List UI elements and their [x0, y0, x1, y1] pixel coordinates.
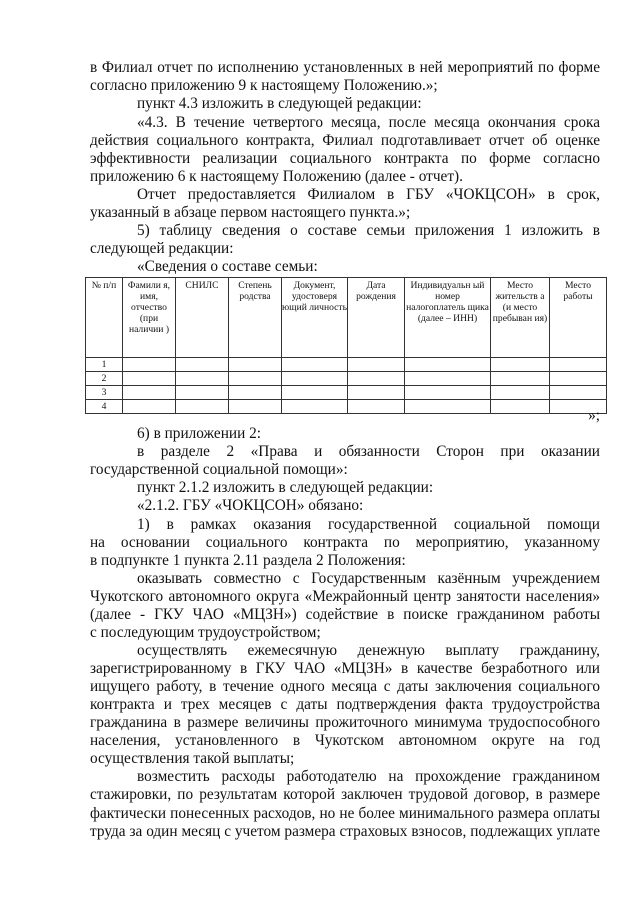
text-line: «2.1.2. ГБУ «ЧОКЦСОН» обязано:: [137, 497, 364, 514]
header-cell-full-name: Фамили я, имя, отчество (при наличии ): [123, 278, 176, 358]
text-line: населения, установленного в Чукотском автономном округе на год: [90, 732, 600, 749]
table-header-row: [86, 278, 607, 358]
text-line: труда за один месяц с учетом размера страховых взносов, подлежащих уплате: [90, 823, 600, 840]
text-line: указанный в абзаце первом настоящего пункта.»;: [90, 204, 411, 221]
text-line: ищущего работу, в течение одного месяца с даты заключения социального: [90, 678, 600, 695]
header-cell-inn: Индивидуальн ый номер налогоплатель щика (далее – ИНН): [405, 278, 491, 358]
text-line: эффективности реализации социального контракта по форме согласно: [90, 150, 600, 167]
text-line: в разделе 2 «Права и обязанности Сторон при оказании: [137, 443, 600, 460]
header-cell-workplace: Место работы: [550, 278, 607, 358]
row-number: 1: [86, 358, 123, 372]
header-cell-number: № п/п: [86, 278, 123, 358]
text-line: оказывать совместно с Государственным казённым учреждением: [137, 570, 600, 587]
text-line: стажировки, по результатам которой заключен трудовой договор, в размере: [90, 786, 600, 803]
text-line: пункт 2.1.2 изложить в следующей редакции:: [137, 479, 434, 496]
header-cell-identity-document: Документ, удостоверя ющий личность: [282, 278, 348, 358]
text-line: с последующим трудоустройством;: [90, 624, 321, 641]
text-line: «4.3. В течение четвертого месяца, после месяца окончания срока: [137, 114, 600, 131]
table-row: [86, 372, 607, 386]
text-line: на основании социального контракта по мероприятию, указанному: [90, 534, 600, 551]
text-line: государственной социальной помощи»:: [90, 461, 348, 478]
text-line: гражданина в размере величины прожиточного минимума трудоспособного: [90, 714, 600, 731]
text-line: осуществления такой выплаты;: [90, 750, 295, 767]
row-number: 3: [86, 386, 123, 400]
text-line: 5) таблицу сведения о составе семьи приложения 1 изложить в: [137, 222, 600, 239]
text-line: зарегистрированному в ГКУ ЧАО «МЦЗН» в качестве безработного или: [90, 660, 600, 677]
row-number: 2: [86, 372, 123, 386]
text-line: Чукотского автономного округа «Межрайонный центр занятости населения»: [90, 588, 600, 605]
text-line: пункт 4.3 изложить в следующей редакции:: [137, 95, 422, 112]
text-line: фактически понесенных расходов, но не более минимального размера оплаты: [90, 805, 600, 822]
text-line: контракта и трех месяцев с даты подтверждения факта трудоустройства: [90, 696, 600, 713]
text-line: действия социального контракта, Филиал подготавливает отчет об оценке: [90, 132, 600, 149]
text-line: в подпункте 1 пункта 2.11 раздела 2 Положения:: [90, 552, 406, 569]
text-line: согласно приложению 9 к настоящему Положению.»;: [90, 77, 438, 94]
family-composition-table: [85, 277, 607, 414]
header-cell-birth-date: Дата рождения: [348, 278, 405, 358]
header-cell-residence: Место жительств а (и место пребыван ия): [491, 278, 550, 358]
table-row: [86, 358, 607, 372]
text-line: осуществлять ежемесячную денежную выплату гражданину,: [137, 642, 600, 659]
text-line: (далее - ГКУ ЧАО «МЦЗН») содействие в поиске гражданином работы: [90, 606, 600, 623]
text-line: возместить расходы работодателю на прохождение гражданином: [137, 768, 600, 785]
text-line: в Филиал отчет по исполнению установленных в ней мероприятий по форме: [90, 59, 600, 76]
header-cell-relationship: Степень родства: [229, 278, 282, 358]
row-number: 4: [86, 400, 123, 414]
text-line: «Сведения о составе семьи:: [137, 258, 318, 275]
table-row: [86, 386, 607, 400]
text-line: приложению 6 к настоящему Положению (далее - отчет).: [90, 168, 463, 185]
text-line: следующей редакции:: [90, 240, 234, 257]
text-line: 6) в приложении 2:: [137, 425, 261, 442]
text-line: 1) в рамках оказания государственной социальной помощи: [137, 516, 600, 533]
table-closing-quote: »;: [588, 407, 600, 424]
header-cell-snils: СНИЛС: [176, 278, 229, 358]
text-line: Отчет предоставляется Филиалом в ГБУ «ЧОКЦСОН» в срок,: [137, 186, 600, 203]
